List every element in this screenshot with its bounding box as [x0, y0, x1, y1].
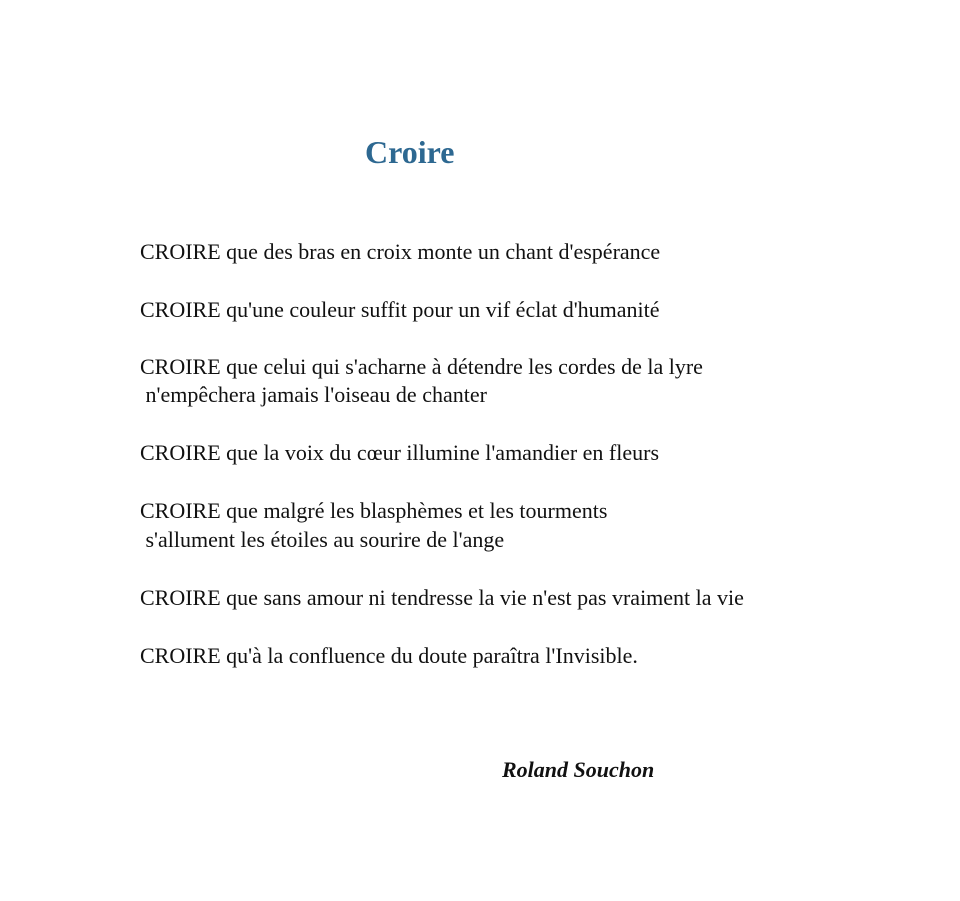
poem-line: CROIRE que sans amour ni tendresse la vie n'est pas vraiment la vie	[140, 585, 744, 610]
poem-line: CROIRE que des bras en croix monte un chant d'espérance	[140, 239, 661, 264]
poem-title: Croire	[365, 134, 455, 170]
author-signature: Roland Souchon	[502, 757, 655, 782]
poem-line: CROIRE que la voix du cœur illumine l'amandier en fleurs	[140, 440, 660, 465]
poem-line: CROIRE que celui qui s'acharne à détendre les cordes de la lyre	[140, 354, 703, 379]
poem-line: n'empêchera jamais l'oiseau de chanter	[140, 382, 487, 407]
poem-line: CROIRE qu'une couleur suffit pour un vif éclat d'humanité	[140, 297, 660, 322]
poem-line: CROIRE qu'à la confluence du doute paraîtra l'Invisible.	[140, 643, 638, 668]
poem-line: CROIRE que malgré les blasphèmes et les tourments	[140, 498, 608, 523]
poem-line: s'allument les étoiles au sourire de l'ange	[140, 527, 505, 552]
